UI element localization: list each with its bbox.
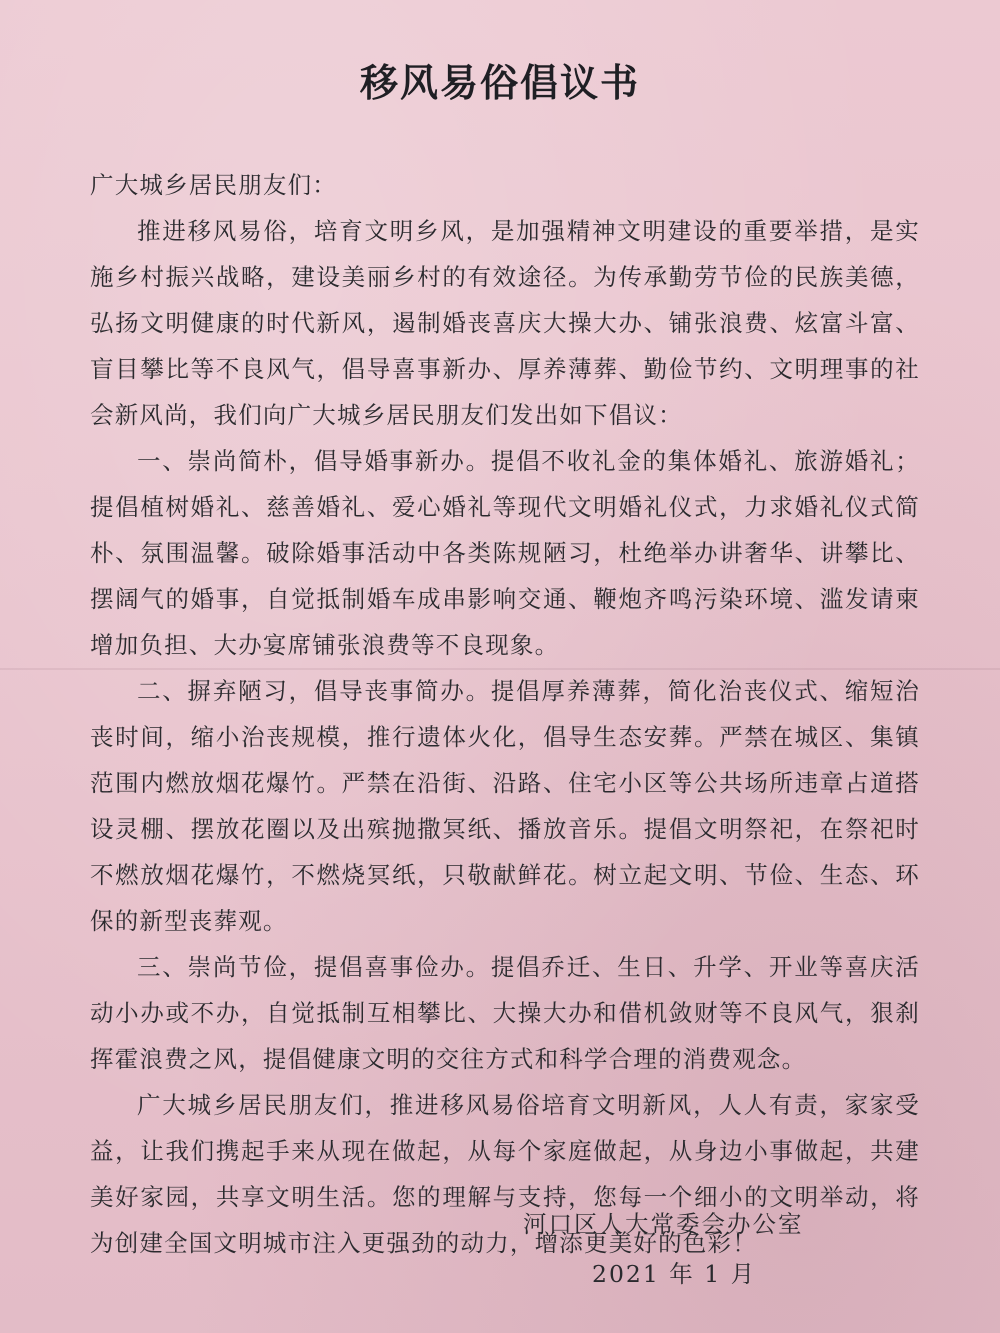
salutation: 广大城乡居民朋友们： <box>90 171 337 199</box>
paragraph-wedding: 一、崇尚简朴，倡导婚事新办。提倡不收礼金的集体婚礼、旅游婚礼；提倡植树婚礼、慈善婚礼、爱心婚礼等现代文明婚礼仪式，力求婚礼仪式简朴、氛围温馨。破除婚事活动中各类陈规陋习，杜绝举办讲奢华、讲攀比、摆阔气的婚事，自觉抵制婚车成串影响交通、鞭炮齐鸣污染环境、滥发请柬增加负担、大办宴席铺张浪费等不良现象。 <box>90 447 920 659</box>
body-text <box>90 208 920 1266</box>
paragraph-intro: 推进移风易俗，培育文明乡风，是加强精神文明建设的重要举措，是实施乡村振兴战略，建设美丽乡村的有效途径。为传承勤劳节俭的民族美德，弘扬文明健康的时代新风，遏制婚丧喜庆大操大办、铺张浪费、炫富斗富、盲目攀比等不良风气，倡导喜事新办、厚养薄葬、勤俭节约、文明理事的社会新风尚，我们向广大城乡居民朋友们发出如下倡议： <box>90 217 920 429</box>
document-title: 移风易俗倡议书 <box>359 61 640 105</box>
date: 2021 年 1 月 <box>592 1260 757 1288</box>
paragraph-closing: 广大城乡居民朋友们，推进移风易俗培育文明新风，人人有责，家家受益，让我们携起手来从现在做起，从每个家庭做起，从身边小事做起，共建美好家园，共享文明生活。您的理解与支持，您每一个细小的文明举动，将为创建全国文明城市注入更强劲的动力，增添更美好的色彩！ <box>90 1091 920 1257</box>
signer: 河口区人大常委会办公室 <box>523 1210 804 1238</box>
paragraph-celebration: 三、崇尚节俭，提倡喜事俭办。提倡乔迁、生日、升学、开业等喜庆活动小办或不办，自觉抵制互相攀比、大操大办和借机敛财等不良风气，狠刹挥霍浪费之风，提倡健康文明的交往方式和科学合理的消费观念。 <box>90 953 920 1073</box>
paragraph-funeral: 二、摒弃陋习，倡导丧事简办。提倡厚养薄葬，简化治丧仪式、缩短治丧时间，缩小治丧规模，推行遗体火化，倡导生态安葬。严禁在城区、集镇范围内燃放烟花爆竹。严禁在沿街、沿路、住宅小区等公共场所违章占道搭设灵棚、摆放花圈以及出殡抛撒冥纸、播放音乐。提倡文明祭祀，在祭祀时不燃放烟花爆竹，不燃烧冥纸，只敬献鲜花。树立起文明、节俭、生态、环保的新型丧葬观。 <box>90 677 920 935</box>
